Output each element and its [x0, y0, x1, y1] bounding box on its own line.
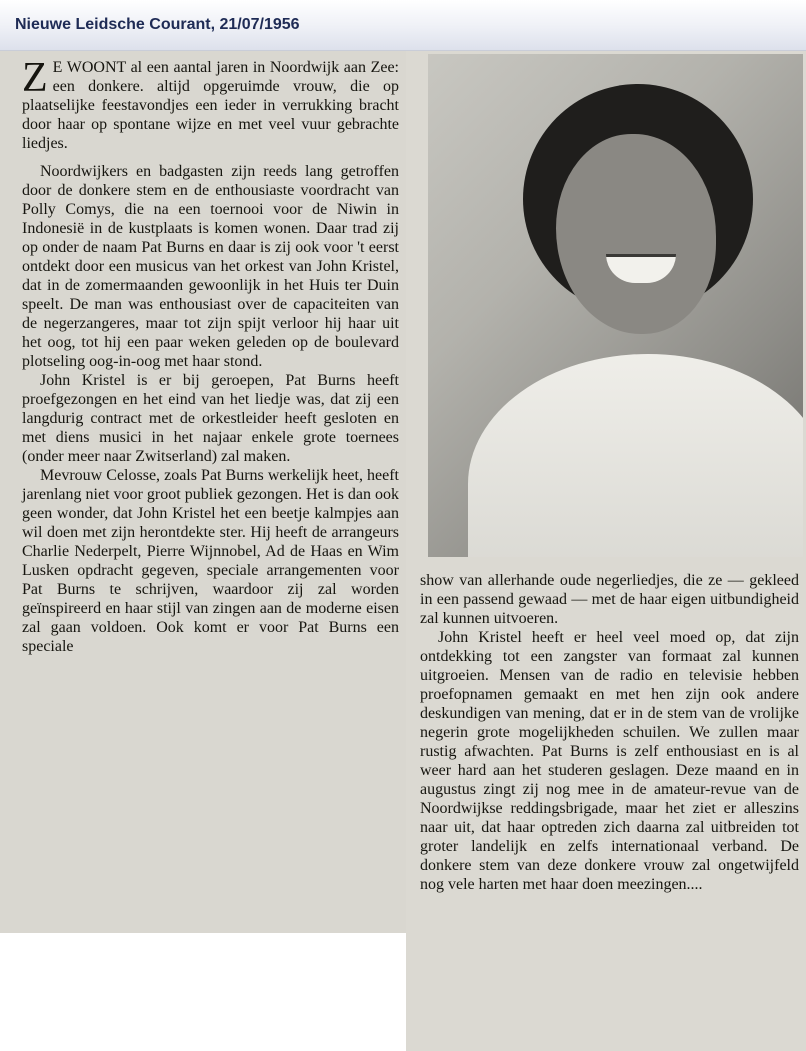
article-paragraph-2: Noordwijkers en badgasten zijn reeds lang getroffen door de donkere stem en de enthousiaste voordracht van Polly Comys, die na een toernooi voor de Niwin in Indonesië in de kustplaats is komen wonen. Daar trad zij op onder de naam Pat Burns en daar is zij ook voor 't eerst ontdekt door een musicus van het orkest van John Kristel, dat in de zomermaanden gewoonlijk in het Huis ter Duin speelt. De man was enthousiast over de capaciteiten van de negerzangeres, maar tot zijn spijt verloor hij haar uit het oog, tot hij een paar weken geleden op de boulevard plotseling oog-in-oog met haar stond.: [22, 163, 399, 370]
title-bar: [0, 0, 806, 51]
article-paragraph-4: Mevrouw Celosse, zoals Pat Burns werkelijk heet, heeft jarenlang niet voor groot publiek gezongen. Het is dan ook geen wonder, dat John Kristel het een beetje kalmpjes aan wil doen met zijn herontdekte ster. Hij heeft de arrangeurs Charlie Nederpelt, Pierre Wijnnobel, Ad de Haas en Wim Lusken opdracht gegeven, speciale arrangementen voor Pat Burns te schrijven, waardoor zij zal worden geïnspireerd en haar stijl van zingen aan de moderne eisen zal gaan voldoen. Ook komt er voor Pat Burns een speciale: [22, 467, 399, 655]
drop-cap: Z: [22, 55, 48, 101]
portrait-photo: [428, 54, 803, 557]
document-title: Nieuwe Leidsche Courant, 21/07/1956: [15, 16, 300, 33]
article-left-column: [22, 55, 399, 656]
article-paragraph-1: [22, 55, 399, 153]
article-paragraph-5: show van allerhande oude negerliedjes, die ze — gekleed in een passend gewaad — met de haar eigen uitbundigheid zal kunnen uitvoeren.: [420, 572, 799, 627]
article-paragraph-6: John Kristel heeft er heel veel moed op, dat zijn ontdekking tot een zangster van formaat zal kunnen uitgroeien. Mensen van de radio en televisie hebben proefopnamen gemaakt en met hen zijn ook andere deskundigen van mening, dat er in de stem van de vrolijke negerin grote mogelijkheden schuilen. We zullen maar rustig afwachten. Pat Burns is zelf enthousiast en is al weer hard aan het studeren geslagen. Deze maand en in augustus zingt zij nog mee in de amateur-revue van de Noordwijkse reddingsbrigade, maar het ziet er alleszins naar uit, dat haar optreden zich daarna zal uitbreiden tot groter landelijk en zelfs internationaal verband. De donkere stem van deze donkere vrouw zal ongetwijfeld nog vele harten met haar doen meezingen....: [420, 629, 799, 893]
article-paragraph-3: John Kristel is er bij geroepen, Pat Burns heeft proefgezongen en het eind van het liedje was, dat zij een langdurig contract met de orkestleider heeft gesloten en met diens musici in het najaar enkele grote toernees (onder meer naar Zwitserland) zal maken.: [22, 372, 399, 465]
article-right-column: [420, 571, 799, 894]
paragraph-text: E WOONT al een aantal jaren in Noordwijk aan Zee: een donkere. altijd opgeruimde vrouw, die op plaatselijke feestavondjes een ieder in verrukking bracht door haar op spontane wijze en met veel vuur gebrachte liedjes.: [22, 59, 399, 152]
